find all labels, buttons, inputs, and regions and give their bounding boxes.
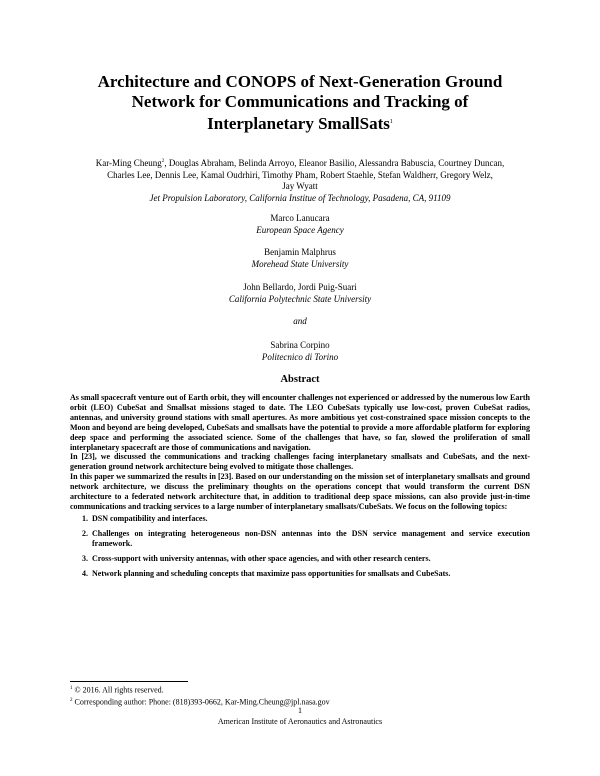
topic-item: 4. Network planning and scheduling concepts that maximize pass opportunities for smallsats and CubeSats. bbox=[90, 569, 530, 579]
page-number: 1 bbox=[298, 706, 302, 715]
author-block bbox=[40, 156, 560, 204]
topic-list bbox=[70, 514, 530, 579]
jpl-affiliation: Jet Propulsion Laboratory, California Institue of Technology, Pasadena, CA, 91109 bbox=[149, 192, 451, 203]
abstract-heading: Abstract bbox=[280, 374, 320, 385]
title-footnote-marker[interactable]: 1 bbox=[389, 119, 393, 125]
affiliation-calpoly bbox=[40, 282, 560, 305]
author-footnote-marker[interactable]: 2 bbox=[161, 159, 165, 164]
topic-item: 1. DSN compatibility and interfaces. bbox=[90, 514, 530, 524]
institution-name: Morehead State University bbox=[251, 258, 349, 269]
authors-line-2: Charles Lee, Dennis Lee, Kamal Oudrhiri, Timothy Pham, Robert Staehle, Stefan Waldherr, Gregory Welz, bbox=[107, 169, 493, 180]
abstract-paragraph-1: As small spacecraft venture out of Earth orbit, they will encounter challenges not experienced or addressed by the numerous low Earth orbit (LEO) CubeSat and Smallsat missions staged to date. The LEO CubeSats typically use low-cost, proven CubeSat radios, antennas, and university ground stations with small apertures. As more ambitious yet cost-constrained space mission concepts to the Moon and beyond are being developed, CubeSats and smallsats have the potential to provide a more affordable platform for exploring deep space and performing the associated science. Some of the challenges that have, so far, slowed the proliferation of small interplanetary spacecraft are those of communications and navigation. bbox=[70, 393, 530, 452]
author-name: Sabrina Corpino bbox=[270, 340, 330, 350]
authors-line-1-rest: , Douglas Abraham, Belinda Arroyo, Eleanor Basilio, Alessandra Babuscia, Courtney Duncan, bbox=[164, 158, 505, 168]
title-line-2: Network for Communications and Tracking of bbox=[131, 92, 469, 111]
topic-item: 2. Challenges on integrating heterogeneous non-DSN antennas into the DSN service management and service execution framework. bbox=[90, 529, 530, 549]
footnote-1-text: © 2016. All rights reserved. bbox=[72, 685, 164, 695]
footnote-1 bbox=[70, 684, 530, 696]
page-footer: American Institute of Aeronautics and Astronautics bbox=[217, 717, 383, 726]
title-line-1: Architecture and CONOPS of Next-Generation Ground bbox=[97, 72, 503, 91]
footnote-2-marker: 2 bbox=[70, 697, 73, 703]
and-separator: and bbox=[293, 316, 307, 326]
institution-name: California Polytechnic State University bbox=[228, 293, 372, 304]
footnote-2-text: Corresponding author: Phone: (818)393-0662, Kar-Ming.Cheung@jpl.nasa.gov bbox=[72, 697, 330, 707]
institution-name: Politecnico di Torino bbox=[261, 351, 339, 362]
topic-item: 3. Cross-support with university antennas, with other space agencies, and with other research centers. bbox=[90, 554, 530, 564]
abstract-paragraph-3: In this paper we summarized the results in [23]. Based on our understanding on the mission set of interplanetary smallsats and ground network architecture, we discuss the preliminary thoughts on the operations concept that would transform the current DSN architecture to a federated network architecture that, in addition to traditional deep space missions, can also provide just-in-time communications and tracking services to a large number of interplanetary smallsats/CubeSats. We focus on the following topics: bbox=[70, 472, 530, 511]
footnote-1-marker: 1 bbox=[70, 686, 73, 691]
author-name: Benjamin Malphrus bbox=[264, 247, 336, 257]
abstract-body bbox=[70, 393, 530, 583]
author-name: John Bellardo, Jordi Puig-Suari bbox=[243, 282, 357, 292]
author-name: Marco Lanucara bbox=[270, 213, 330, 223]
authors-line-3: Jay Wyatt bbox=[282, 181, 318, 191]
affiliation-esa bbox=[40, 213, 560, 236]
title-line-3 bbox=[40, 112, 560, 134]
affiliation-morehead bbox=[40, 247, 560, 270]
title-line-3-text: Interplanetary SmallSats bbox=[207, 114, 390, 133]
abstract-paragraph-2: In [23], we discussed the communications and tracking challenges facing interplanetary smallsats and CubeSats, and the next-generation ground network architecture being evolved to mitigate those challenges. bbox=[70, 452, 530, 472]
affiliation-torino bbox=[40, 340, 560, 363]
paper-title bbox=[40, 72, 560, 134]
authors-line-1 bbox=[40, 156, 560, 170]
footnotes bbox=[70, 684, 530, 707]
footnote-divider bbox=[70, 681, 188, 682]
institution-name: European Space Agency bbox=[256, 224, 344, 235]
corresponding-author: Kar-Ming Cheung bbox=[95, 158, 162, 168]
